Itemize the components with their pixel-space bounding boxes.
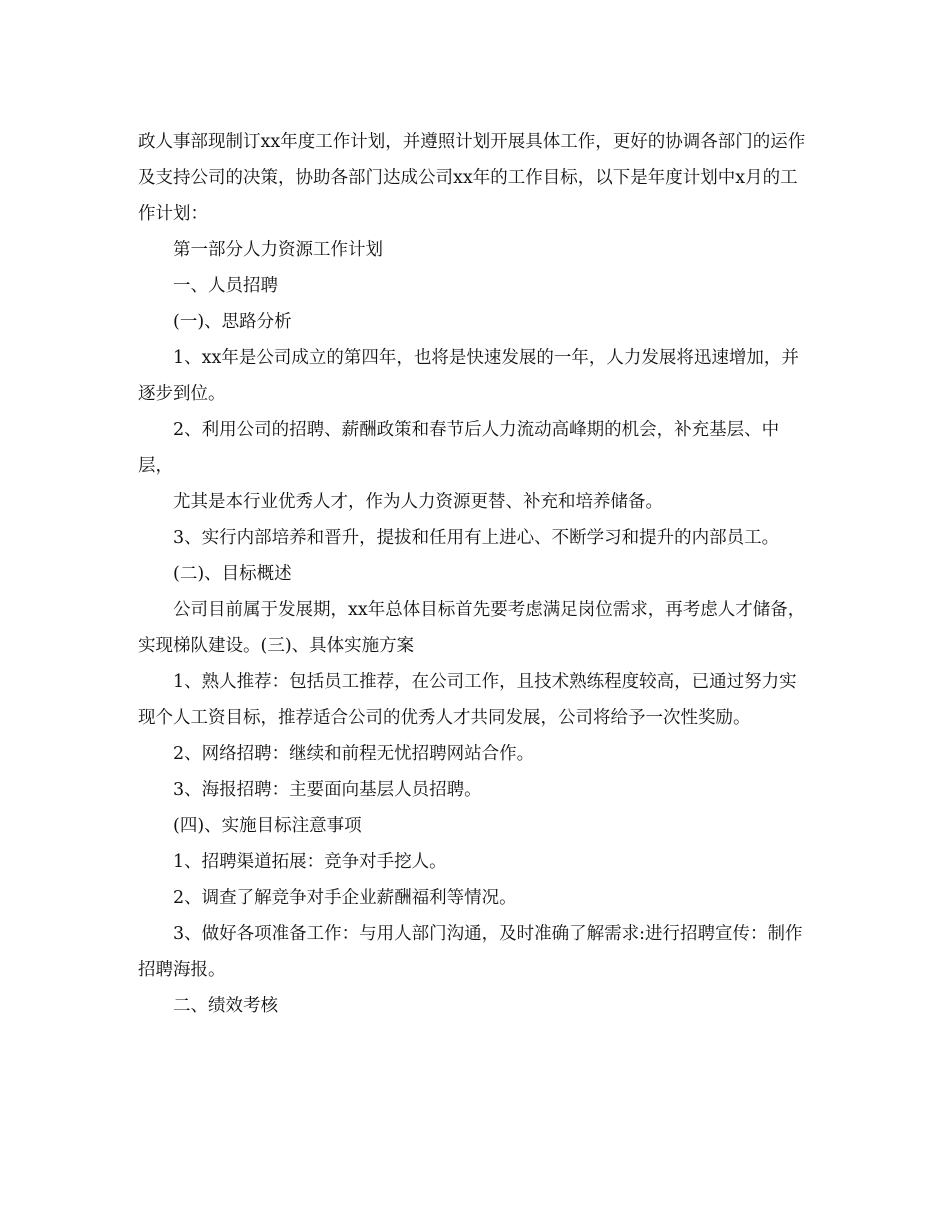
paragraph-item: 3、实行内部培养和晋升，提拔和任用有上进心、不断学习和提升的内部员工。 (173, 528, 780, 548)
paragraph-item: 公司目前属于发展期，xx年总体目标首先要考虑满足岗位需求，再考虑人才储备，实现梯队建设。(三)、具体实施方案 (138, 600, 806, 656)
heading-thinking-analysis: (一)、思路分析 (173, 312, 292, 332)
heading-goal-overview: (二)、目标概述 (173, 564, 292, 584)
paragraph-intro: 政人事部现制订xx年度工作计划，并遵照计划开展具体工作，更好的协调各部门的运作及支持公司的决策，协助各部门达成公司xx年的工作目标，以下是年度计划中x月的工作计划： (138, 132, 806, 224)
paragraph-item: 3、做好各项准备工作：与用人部门沟通，及时准确了解需求:进行招聘宣传：制作招聘海报。 (138, 924, 803, 980)
paragraph-item: 2、网络招聘：继续和前程无忧招聘网站合作。 (173, 744, 535, 764)
heading-implementation-notes: (四)、实施目标注意事项 (173, 816, 362, 836)
paragraph-item: 1、招聘渠道拓展：竞争对手挖人。 (173, 852, 447, 872)
heading-part-one: 第一部分人力资源工作计划 (173, 240, 383, 260)
paragraph-item: 1、熟人推荐：包括员工推荐，在公司工作，且技术熟练程度较高，已通过努力实现个人工资目标，推荐适合公司的优秀人才共同发展，公司将给予一次性奖励。 (138, 672, 797, 728)
heading-recruitment: 一、人员招聘 (173, 276, 278, 296)
paragraph-item: 1、xx年是公司成立的第四年，也将是快速发展的一年，人力发展将迅速增加，并逐步到位。 (138, 348, 799, 404)
document-body (138, 124, 808, 1024)
paragraph-item: 2、调查了解竞争对手企业薪酬福利等情况。 (173, 888, 517, 908)
paragraph-item: 尤其是本行业优秀人才，作为人力资源更替、补充和培养储备。 (173, 492, 663, 512)
paragraph-item: 3、海报招聘：主要面向基层人员招聘。 (173, 780, 482, 800)
heading-performance-review: 二、绩效考核 (173, 996, 278, 1016)
paragraph-item: 2、利用公司的招聘、薪酬政策和春节后人力流动高峰期的机会，补充基层、中层， (138, 420, 780, 476)
